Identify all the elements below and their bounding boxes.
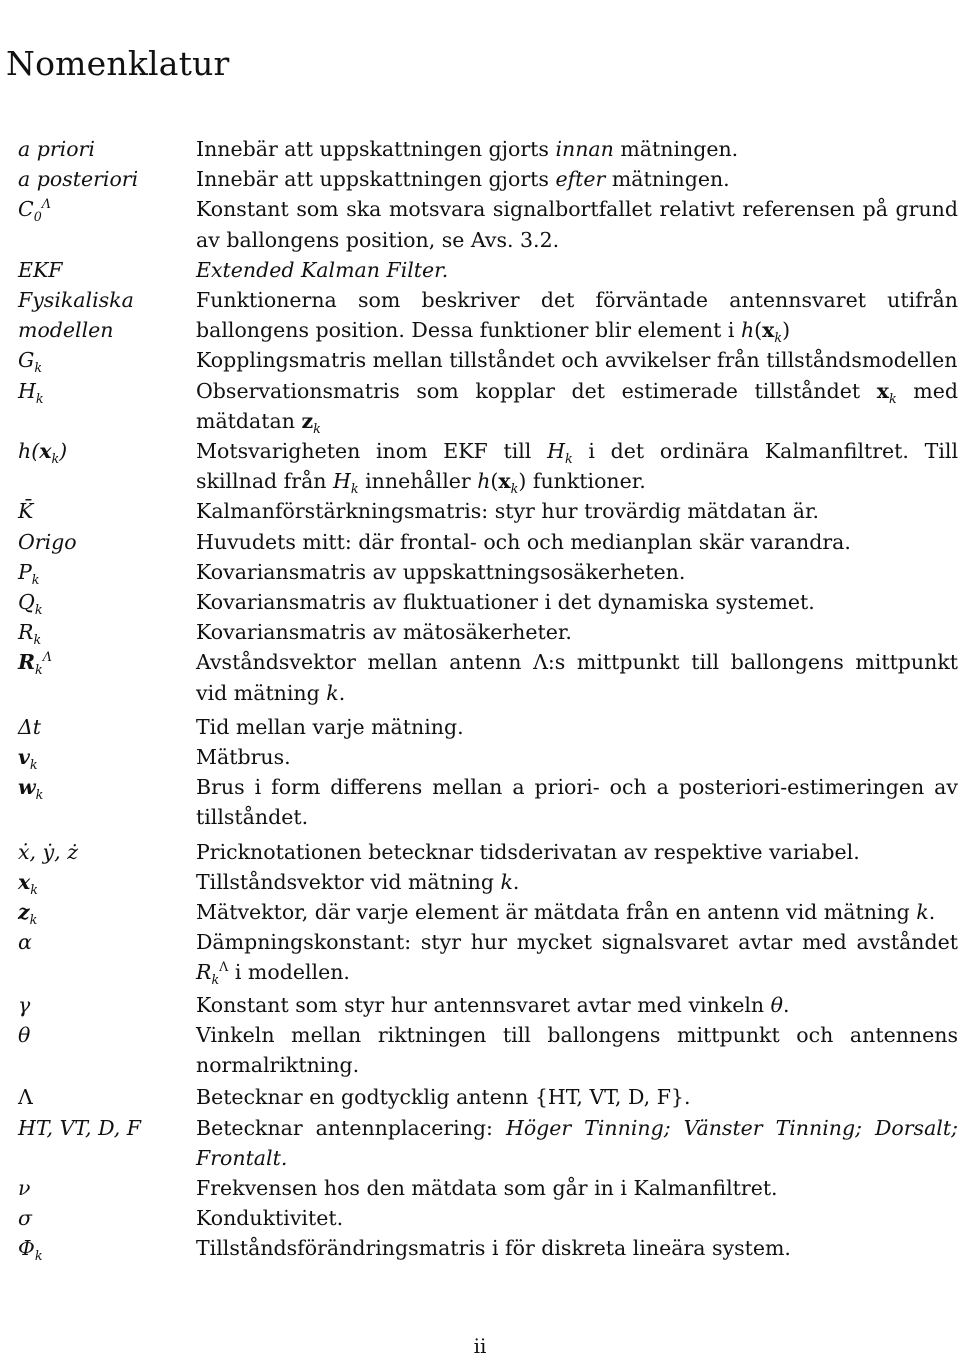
page-title: Nomenklatur [6,44,230,83]
nomenclature-entry [18,376,958,436]
nomenclature-term: $h(x_k)$ [18,439,68,467]
nomenclature-list [18,134,958,1264]
nomenclature-description: Mätbrus. [196,745,291,770]
nomenclature-term: $Q_k$ [18,590,43,618]
nomenclature-term: θ [18,1022,31,1047]
nomenclature-description: Tid mellan varje mätning. [196,714,464,739]
nomenclature-entry [18,164,958,194]
nomenclature-description: Motsvarigheten inom EKF till $H_k$ i det ordinära Kalmanfiltret. Till skillnad från $H_k$ innehåller $h(x_k)$ funktioner. [196,439,958,497]
nomenclature-entry [18,134,958,164]
nomenclature-entry [18,990,958,1020]
nomenclature-entry [18,285,958,345]
nomenclature-entry [18,742,958,772]
nomenclature-term: $z_k$ [18,900,38,928]
nomenclature-description: Kovariansmatris av mätosäkerheter. [196,620,572,645]
nomenclature-entry [18,897,958,927]
page-number: ii [473,1334,487,1358]
nomenclature-term: Fysikaliska modellen [18,288,134,343]
nomenclature-description: Konduktivitet. [196,1206,344,1231]
nomenclature-description: Vinkeln mellan riktningen till ballongens mittpunkt och antennens normalriktning. [196,1022,958,1078]
nomenclature-term: $R_k$ [18,620,42,648]
nomenclature-entry [18,1113,958,1173]
nomenclature-term: HT, VT, D, F [18,1115,142,1140]
nomenclature-entry [18,867,958,897]
nomenclature-description: Brus i form differens mellan a priori- och a posteriori-estimeringen av tillståndet. [196,775,958,830]
nomenclature-entry [18,1020,958,1080]
nomenclature-entry [18,587,958,617]
nomenclature-description: Avståndsvektor mellan antenn Λ:s mittpunkt till ballongens mittpunkt vid mätning k. [196,650,958,705]
nomenclature-entry [18,1233,958,1263]
nomenclature-description: Mätvektor, där varje element är mätdata från en antenn vid mätning k. [196,900,936,925]
nomenclature-term: $w_k$ [18,775,44,803]
nomenclature-description: Innebär att uppskattningen gjorts efter mätningen. [196,167,730,192]
nomenclature-entry [18,1203,958,1233]
nomenclature-term: $R_k^\Lambda$ [18,649,52,678]
nomenclature-description: Huvudets mitt: där frontal- och och medianplan skär varandra. [196,529,851,554]
nomenclature-description: Tillståndsförändringsmatris i för diskreta lineära system. [196,1236,791,1261]
nomenclature-description: Funktionerna som beskriver det förväntade antennsvaret utifrån ballongens position. Dessa funktioner blir element i $h(x_k)$ [196,288,958,346]
nomenclature-entry [18,1173,958,1203]
nomenclature-term: γ [18,992,31,1017]
nomenclature-term: Origo [18,529,77,554]
nomenclature-term: $x_k$ [18,869,38,897]
nomenclature-entry [18,712,958,742]
nomenclature-entry [18,772,958,832]
nomenclature-description: Betecknar en godtycklig antenn {HT, VT, D, F}. [196,1085,691,1110]
nomenclature-term: EKF [18,257,63,282]
nomenclature-term: ν [18,1175,31,1200]
nomenclature-term: a posteriori [18,167,139,192]
nomenclature-description: Innebär att uppskattningen gjorts innan mätningen. [196,137,739,161]
nomenclature-description: Kovariansmatris av fluktuationer i det dynamiska systemet. [196,590,815,615]
nomenclature-description: Konstant som ska motsvara signalbortfallet relativt referensen på grund av ballongens position, se Avs. 3.2. [196,197,958,252]
nomenclature-entry [18,647,958,707]
nomenclature-entry [18,436,958,496]
nomenclature-description: Tillståndsvektor vid mätning k. [196,869,520,894]
nomenclature-entry [18,255,958,285]
nomenclature-description: Extended Kalman Filter. [196,257,449,282]
nomenclature-term: $G_k$ [18,348,43,376]
nomenclature-entry [18,617,958,647]
nomenclature-term: $v_k$ [18,745,38,773]
nomenclature-entry [18,1082,958,1112]
nomenclature-entry [18,837,958,867]
nomenclature-term: $C_0^\Lambda$ [18,196,51,225]
nomenclature-term: σ [18,1206,32,1231]
nomenclature-description: Kovariansmatris av uppskattningsosäkerheten. [196,559,686,584]
nomenclature-description: Kopplingsmatris mellan tillståndet och avvikelser från tillståndsmodellen [196,348,958,373]
nomenclature-description: Observationsmatris som kopplar det estimerade tillståndet $x_k$ med mätdatan $z_k$ [196,378,958,436]
nomenclature-entry [18,345,958,375]
nomenclature-term: Δt [18,714,42,739]
nomenclature-term: $H_k$ [18,378,44,406]
nomenclature-description: Frekvensen hos den mätdata som går in i Kalmanfiltret. [196,1175,778,1200]
nomenclature-entry [18,927,958,987]
nomenclature-term: $P_k$ [18,559,40,587]
nomenclature-term: K̄ [18,499,34,524]
nomenclature-description: Konstant som styr hur antennsvaret avtar med vinkeln θ. [196,992,790,1017]
nomenclature-entry [18,527,958,557]
nomenclature-term: a priori [18,137,95,161]
nomenclature-term: Λ [18,1085,33,1110]
nomenclature-term: α [18,930,32,955]
nomenclature-description: Dämpningskonstant: styr hur mycket signalsvaret avtar med avståndet $R_k^\Lambda$ i modellen. [196,930,958,988]
nomenclature-term: $\Phi_k$ [18,1236,43,1264]
nomenclature-entry [18,496,958,526]
nomenclature-description: Kalmanförstärkningsmatris: styr hur trovärdig mätdatan är. [196,499,820,524]
nomenclature-term: ẋ, ẏ, ż [18,839,79,864]
nomenclature-description: Pricknotationen betecknar tidsderivatan av respektive variabel. [196,839,860,864]
nomenclature-entry [18,557,958,587]
nomenclature-entry [18,194,958,254]
nomenclature-description: Betecknar antennplacering: Höger Tinning; Vänster Tinning; Dorsalt; Frontalt. [196,1115,958,1170]
